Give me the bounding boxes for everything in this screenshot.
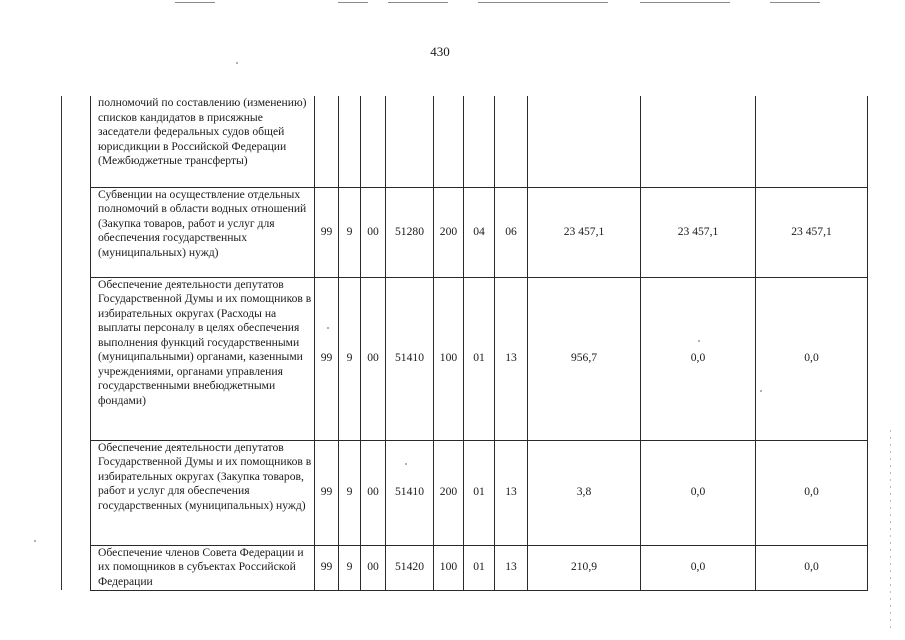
section-code: 01 [464,277,495,440]
section-code [464,96,495,187]
left-margin-rule [61,96,62,590]
table-row [91,545,868,590]
scan-speck [760,390,762,392]
table-row [91,96,868,187]
expense-type-code [434,96,464,187]
direction-code: 51420 [386,545,434,590]
event-code: 00 [361,187,386,277]
subprogram-code: 9 [339,545,361,590]
row-description: Обеспечение деятельности депутатов Государственной Думы и их помощников в избирательных округах (Закупка товаров, работ и услуг для обеспечения государственных (муниципальных) нужд) [91,440,315,545]
section-code: 01 [464,545,495,590]
amount-year-3: 23 457,1 [756,187,868,277]
row-description: полномочий по составлению (изменению) списков кандидатов в присяжные заседатели федеральных судов общей юрисдикции в Российской Федерации (Межбюджетные трансферты) [91,96,315,187]
scan-mark [770,2,820,3]
table-row [91,187,868,277]
table-row [91,440,868,545]
amount-year-1 [528,96,641,187]
section-code: 01 [464,440,495,545]
amount-year-1: 3,8 [528,440,641,545]
row-description: Субвенции на осуществление отдельных полномочий в области водных отношений (Закупка товаров, работ и услуг для обеспечения государственных (муниципальных) нужд) [91,187,315,277]
amount-year-3: 0,0 [756,440,868,545]
program-code: 99 [315,440,339,545]
program-code: 99 [315,187,339,277]
scan-speck [236,62,238,64]
scan-mark [338,2,368,3]
event-code [361,96,386,187]
table-row [91,277,868,440]
scan-speck [405,463,407,465]
expense-type-code: 100 [434,545,464,590]
subprogram-code: 9 [339,440,361,545]
budget-table [90,96,868,591]
page-number: 430 [430,44,450,59]
scan-speck [698,340,700,342]
subsection-code [495,96,528,187]
event-code: 00 [361,545,386,590]
expense-type-code: 200 [434,440,464,545]
scan-mark [175,2,215,3]
amount-year-2: 0,0 [641,440,756,545]
amount-year-2: 0,0 [641,545,756,590]
expense-type-code: 200 [434,187,464,277]
scan-mark [478,2,608,3]
scan-edge-noise [890,430,891,630]
amount-year-1: 23 457,1 [528,187,641,277]
subsection-code: 06 [495,187,528,277]
amount-year-1: 956,7 [528,277,641,440]
subsection-code: 13 [495,277,528,440]
section-code: 04 [464,187,495,277]
scan-mark [388,2,448,3]
event-code: 00 [361,440,386,545]
direction-code: 51410 [386,277,434,440]
subsection-code: 13 [495,440,528,545]
program-code: 99 [315,277,339,440]
amount-year-3: 0,0 [756,545,868,590]
expense-type-code: 100 [434,277,464,440]
subsection-code: 13 [495,545,528,590]
subprogram-code [339,96,361,187]
subprogram-code: 9 [339,277,361,440]
scan-speck [34,540,36,542]
amount-year-2: 23 457,1 [641,187,756,277]
amount-year-1: 210,9 [528,545,641,590]
row-description: Обеспечение членов Совета Федерации и их помощников в субъектах Российской Федерации [91,545,315,590]
amount-year-3 [756,96,868,187]
event-code: 00 [361,277,386,440]
direction-code: 51410 [386,440,434,545]
row-description: Обеспечение деятельности депутатов Государственной Думы и их помощников в избирательных округах (Расходы на выплаты персоналу в целях обеспечения выполнения функций государственными (муниципальными) органами, казенными учреждениями, органами управления государственными внебюджетными фондами) [91,277,315,440]
program-code: 99 [315,545,339,590]
amount-year-2 [641,96,756,187]
amount-year-3: 0,0 [756,277,868,440]
amount-year-2: 0,0 [641,277,756,440]
scan-speck [327,327,329,329]
subprogram-code: 9 [339,187,361,277]
direction-code: 51280 [386,187,434,277]
scan-mark [640,2,730,3]
program-code [315,96,339,187]
direction-code [386,96,434,187]
